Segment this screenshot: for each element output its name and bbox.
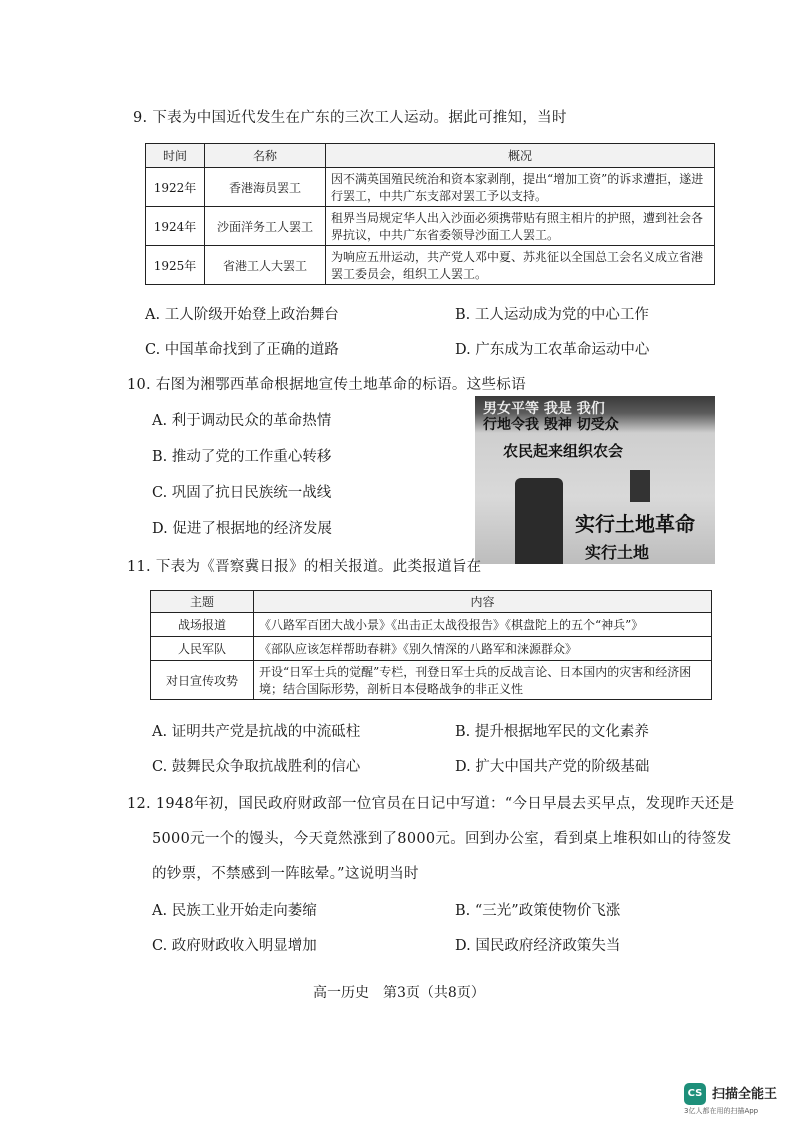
q9-option-b[interactable]: B. 工人运动成为党的中心工作 [455,307,649,323]
q9-name: 省港工人大罢工 [205,246,326,285]
photo-door [515,478,563,564]
scanner-brand: 扫描全能王 [712,1087,778,1102]
q10-option-a[interactable]: A. 利于调动民众的革命热情 [152,413,332,429]
q12-option-d[interactable]: D. 国民政府经济政策失当 [455,938,621,954]
q9-desc: 为响应五卅运动，共产党人邓中夏、苏兆征以全国总工会名义成立省港罢工委员会，组织工人罢工。 [326,246,715,285]
table-row [151,661,712,700]
q9-desc: 租界当局规定华人出入沙面必须携带贴有照主相片的护照，遭到社会各界抗议，中共广东省委领导沙面工人罢工。 [326,207,715,246]
q9-header-desc: 概况 [326,144,715,168]
table-row [146,246,715,285]
q12-stem-line: 5000元一个的馒头，今天竟然涨到了8000元。回到办公室，看到桌上堆积如山的待签发 [152,831,732,847]
q9-year: 1924年 [146,207,205,246]
page-footer: 高一历史 第3页（共8页） [313,985,485,1001]
q9-name: 沙面洋务工人罢工 [205,207,326,246]
table-row [146,168,715,207]
q11-option-c[interactable]: C. 鼓舞民众争取抗战胜利的信心 [152,759,361,775]
q11-header-content: 内容 [254,591,712,613]
q11-table [150,590,712,700]
q10-stem: 10. 右图为湘鄂西革命根据地宣传土地革命的标语。这些标语 [127,377,526,393]
q9-header-name: 名称 [205,144,326,168]
q11-option-b[interactable]: B. 提升根据地军民的文化素养 [455,724,649,740]
q12-option-c[interactable]: C. 政府财政收入明显增加 [152,938,317,954]
q9-table [145,143,715,285]
scanner-logo-icon: CS [684,1083,706,1105]
q9-stem: 9. 下表为中国近代发生在广东的三次工人运动。据此可推知，当时 [133,110,567,126]
q11-option-a[interactable]: A. 证明共产党是抗战的中流砥柱 [152,724,361,740]
q9-desc: 因不满英国殖民统治和资本家剥削，提出“增加工资”的诉求遭拒，遂进行罢工，中共广东支部对罢工予以支持。 [326,168,715,207]
q10-option-d[interactable]: D. 促进了根据地的经济发展 [152,521,332,537]
table-row [146,207,715,246]
q10-option-c[interactable]: C. 巩固了抗日民族统一战线 [152,485,332,501]
q11-topic: 对日宣传攻势 [151,661,254,700]
photo-slogan-line: 行地令我 毁神 切受众 [483,417,619,433]
table-row [151,613,712,637]
q9-year: 1925年 [146,246,205,285]
table-row [151,637,712,661]
q11-content: 开设“日军士兵的觉醒”专栏，刊登日军士兵的反战言论、日本国内的灾害和经济困境；结合国际形势，剖析日本侵略战争的非正义性 [254,661,712,700]
scanner-tagline: 3亿人都在用的扫描App [684,1107,759,1115]
photo-slogan-line: 实行土地革命 [575,512,695,536]
q11-topic: 战场报道 [151,613,254,637]
q9-year: 1922年 [146,168,205,207]
q9-name: 香港海员罢工 [205,168,326,207]
q12-option-b[interactable]: B. “三光”政策使物价飞涨 [455,903,621,919]
q11-content: 《部队应该怎样帮助春耕》《别久情深的八路军和涞源群众》 [254,637,712,661]
photo-slogan-line: 农民起来组织农会 [503,442,624,460]
q11-topic: 人民军队 [151,637,254,661]
q9-header-year: 时间 [146,144,205,168]
q12-option-a[interactable]: A. 民族工业开始走向萎缩 [152,903,317,919]
q11-header-topic: 主题 [151,591,254,613]
photo-slogan-line: 男女平等 我是 我们 [483,401,605,417]
q9-option-a[interactable]: A. 工人阶级开始登上政治舞台 [145,307,339,323]
q11-option-d[interactable]: D. 扩大中国共产党的阶级基础 [455,759,650,775]
q11-stem: 11. 下表为《晋察冀日报》的相关报道。此类报道旨在 [127,559,482,575]
slogan-photo [475,396,715,564]
q12-stem-line: 12. 1948年初，国民政府财政部一位官员在日记中写道：“今日早晨去买早点，发现昨天还是 [127,796,735,812]
photo-slogan-line: 实行土地 [585,543,650,562]
q9-option-d[interactable]: D. 广东成为工农革命运动中心 [455,342,650,358]
photo-window [630,470,650,502]
q9-option-c[interactable]: C. 中国革命找到了正确的道路 [145,342,339,358]
q12-stem-line: 的钞票，不禁感到一阵眩晕。”这说明当时 [152,866,419,882]
q11-content: 《八路军百团大战小景》《出击正太战役报告》《棋盘陀上的五个“神兵”》 [254,613,712,637]
q10-option-b[interactable]: B. 推动了党的工作重心转移 [152,449,332,465]
